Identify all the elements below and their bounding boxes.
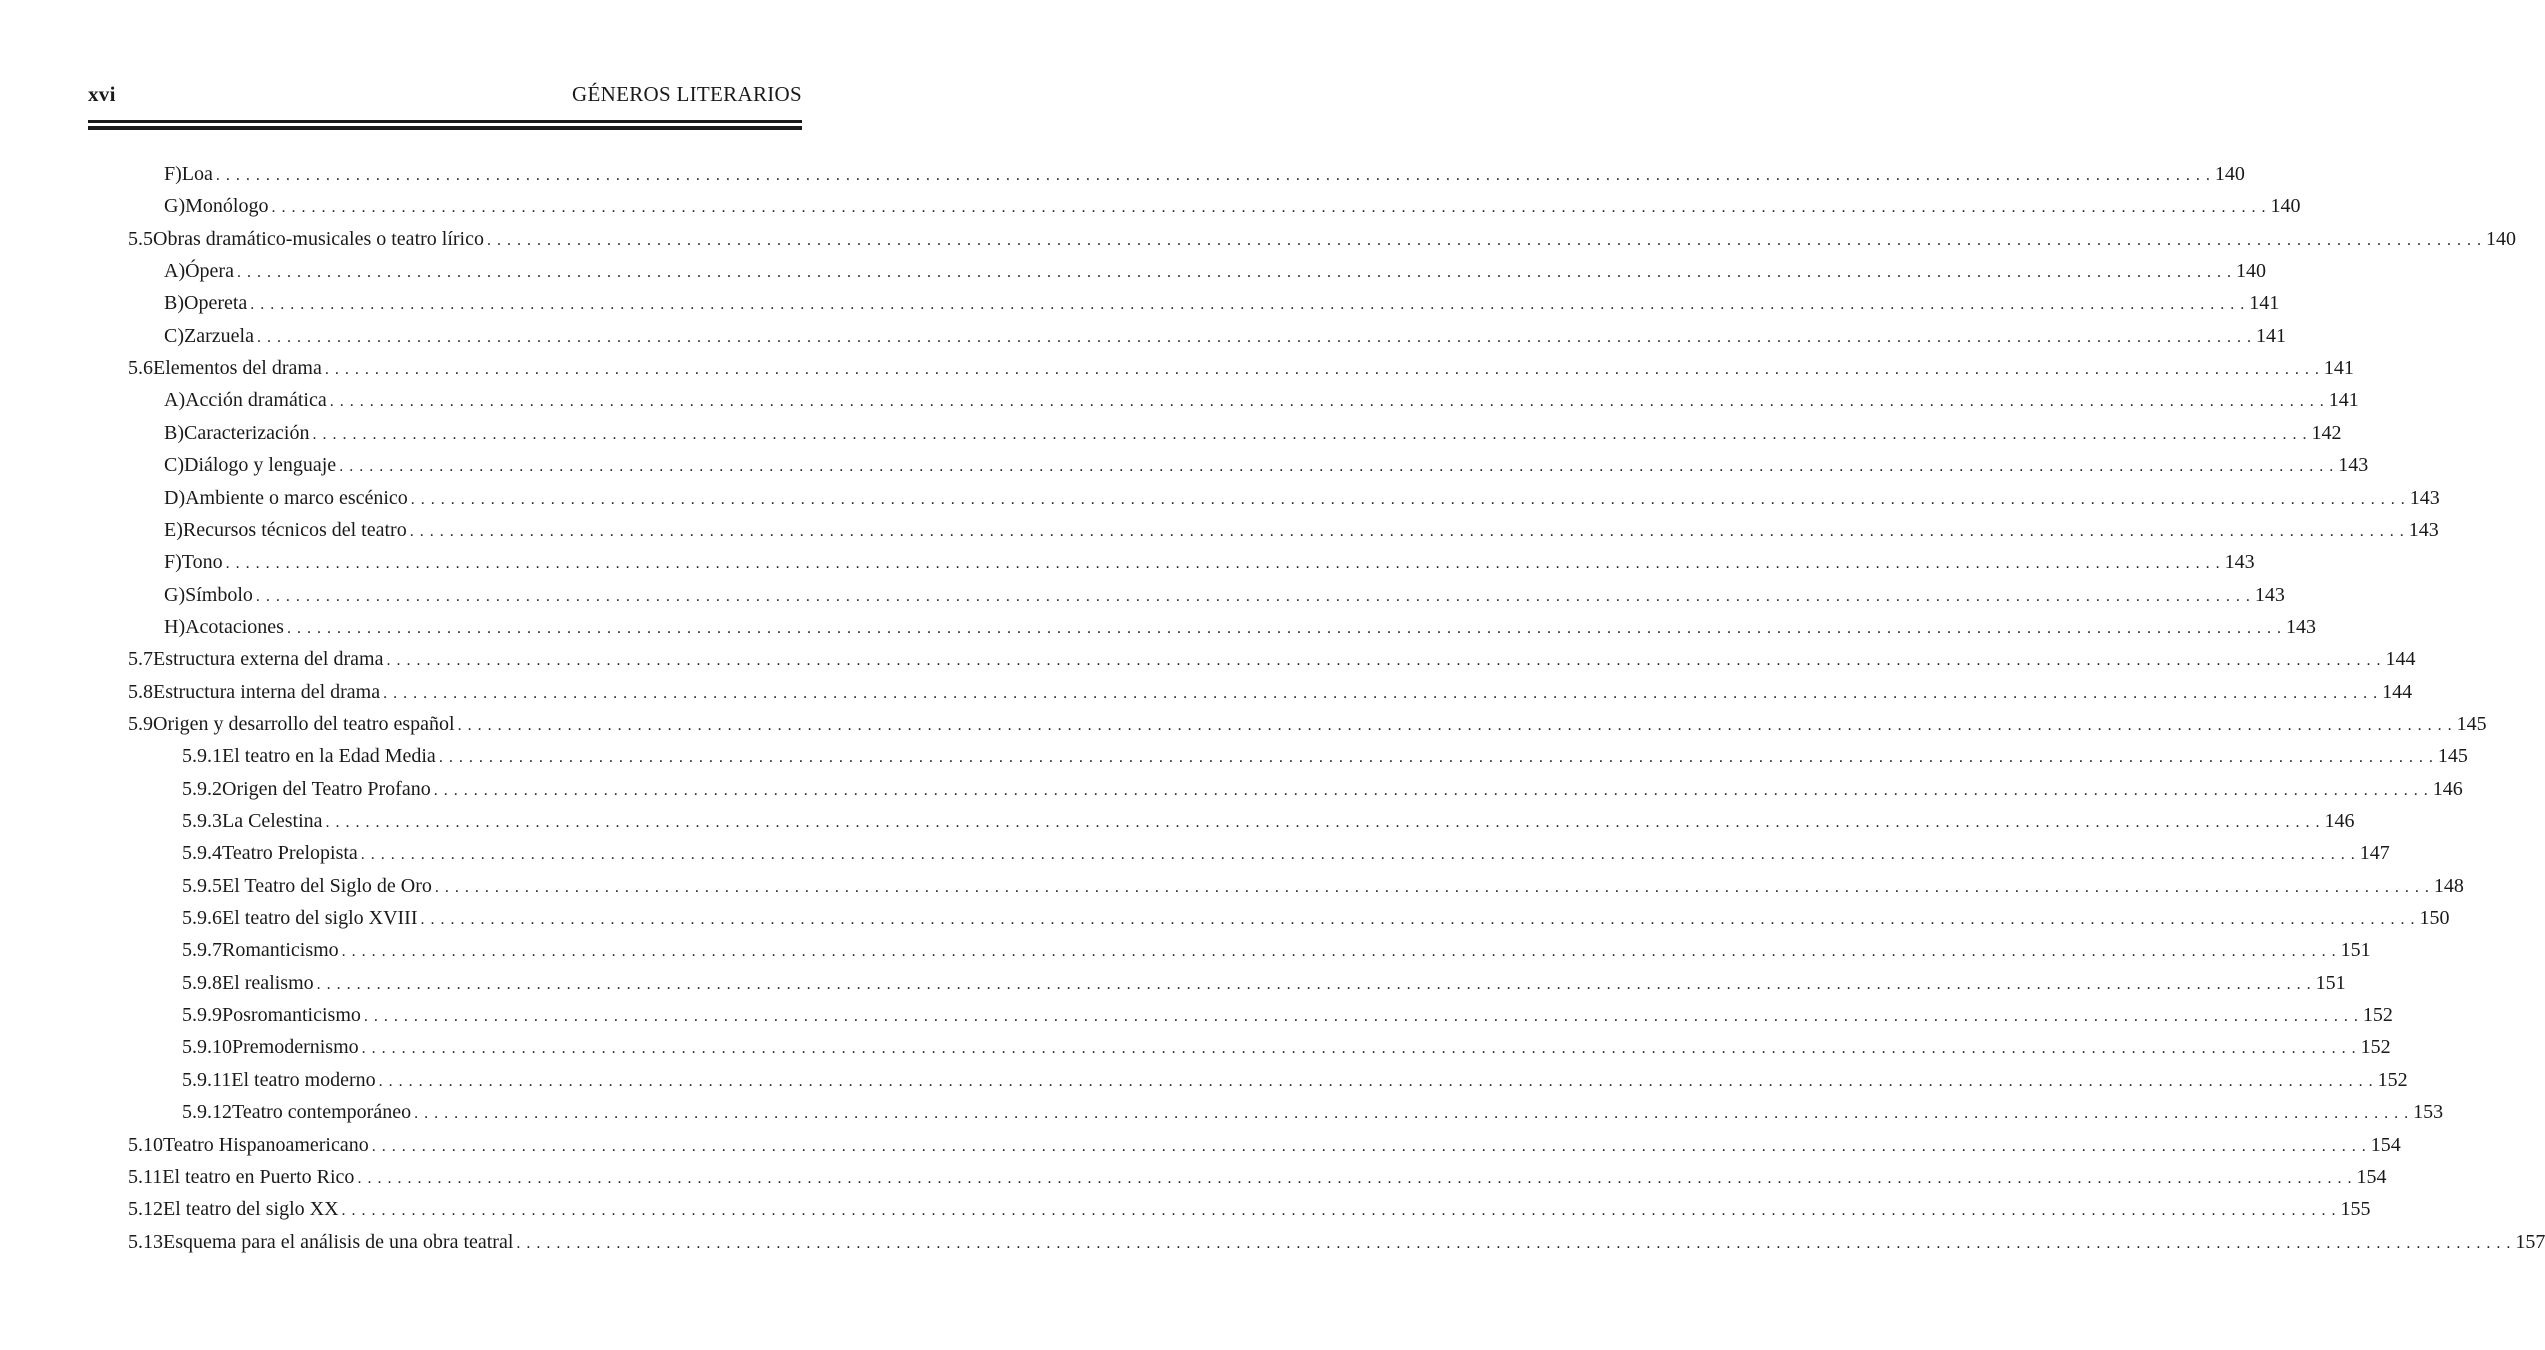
toc-entry-page: 141 bbox=[2328, 389, 2359, 412]
toc-entry bbox=[164, 580, 2285, 610]
toc-entry-number: G) bbox=[164, 583, 186, 606]
dot-leader: . . . . . . . . . . . . . . . . . . . . . . . . . . . . . . . . . . . . . . . . . . . . . . . . . . . . . . . . . . . . . . . . . . . . . . . . . . . . . . . . . . . . . . . . . . . . . . . . . . . . . . . . . . . . . . . . . . . . . . . . . . . . . . . . . . . . . . . . . . . . . . . . . . . . . . . . . . . . . . . . . . . . . . . . . . . . . . . . . . . . . . . . . . . . . . . . . . . . . . . . bbox=[357, 1169, 2353, 1187]
dot-leader: . . . . . . . . . . . . . . . . . . . . . . . . . . . . . . . . . . . . . . . . . . . . . . . . . . . . . . . . . . . . . . . . . . . . . . . . . . . . . . . . . . . . . . . . . . . . . . . . . . . . . . . . . . . . . . . . . . . . . . . . . . . . . . . . . . . . . . . . . . . . . . . . . . . . . . . . . . . . . . . . . . . . . . . . . . . . . . . . . . . . . . . . . . . . . . . . . . . . . . . . bbox=[255, 587, 2251, 605]
toc-entry-title: Posromanticismo bbox=[222, 1004, 361, 1027]
toc-entry-number: B) bbox=[164, 421, 184, 444]
toc-entry-title: Teatro contemporáneo bbox=[232, 1101, 412, 1124]
toc-entry-title: Recursos técnicos del teatro bbox=[182, 518, 407, 541]
toc-entry-number: 5.9.4 bbox=[182, 842, 222, 865]
toc-entry-number: C) bbox=[164, 454, 184, 477]
toc-entry-title: Tono bbox=[181, 551, 223, 574]
toc-entry bbox=[182, 1065, 2408, 1095]
toc-entry-number: 5.9.10 bbox=[182, 1036, 232, 1059]
toc-entry bbox=[182, 806, 2355, 836]
toc-entry bbox=[128, 1162, 2387, 1192]
running-title: GÉNEROS LITERARIOS bbox=[572, 82, 802, 106]
toc-entry-page: 155 bbox=[2340, 1198, 2371, 1221]
dot-leader: . . . . . . . . . . . . . . . . . . . . . . . . . . . . . . . . . . . . . . . . . . . . . . . . . . . . . . . . . . . . . . . . . . . . . . . . . . . . . . . . . . . . . . . . . . . . . . . . . . . . . . . . . . . . . . . . . . . . . . . . . . . . . . . . . . . . . . . . . . . . . . . . . . . . . . . . . . . . . . . . . . . . . . . . . . . . . . . . . . . . . . . . . . . . . . . . . . . . . . . . bbox=[250, 296, 2246, 314]
toc-entry bbox=[164, 483, 2440, 513]
toc-entry-page: 150 bbox=[2419, 907, 2450, 930]
toc-entry-title: Elementos del drama bbox=[153, 357, 322, 380]
toc-entry-page: 141 bbox=[2323, 357, 2354, 380]
dot-leader: . . . . . . . . . . . . . . . . . . . . . . . . . . . . . . . . . . . . . . . . . . . . . . . . . . . . . . . . . . . . . . . . . . . . . . . . . . . . . . . . . . . . . . . . . . . . . . . . . . . . . . . . . . . . . . . . . . . . . . . . . . . . . . . . . . . . . . . . . . . . . . . . . . . . . . . . . . . . . . . . . . . . . . . . . . . . . . . . . . . . . . . . . . . . . . . . . . . . . . . . bbox=[256, 328, 2252, 346]
toc-entry-number: 5.5 bbox=[128, 227, 153, 250]
dot-leader: . . . . . . . . . . . . . . . . . . . . . . . . . . . . . . . . . . . . . . . . . . . . . . . . . . . . . . . . . . . . . . . . . . . . . . . . . . . . . . . . . . . . . . . . . . . . . . . . . . . . . . . . . . . . . . . . . . . . . . . . . . . . . . . . . . . . . . . . . . . . . . . . . . . . . . . . . . . . . . . . . . . . . . . . . . . . . . . . . . . . . . . . . . . . . . . . . . . . . . . . bbox=[438, 749, 2434, 767]
toc-entry-page: 147 bbox=[2359, 842, 2390, 865]
running-header bbox=[88, 82, 802, 114]
toc-entry-number: A) bbox=[164, 389, 186, 412]
dot-leader: . . . . . . . . . . . . . . . . . . . . . . . . . . . . . . . . . . . . . . . . . . . . . . . . . . . . . . . . . . . . . . . . . . . . . . . . . . . . . . . . . . . . . . . . . . . . . . . . . . . . . . . . . . . . . . . . . . . . . . . . . . . . . . . . . . . . . . . . . . . . . . . . . . . . . . . . . . . . . . . . . . . . . . . . . . . . . . . . . . . . . . . . . . . . . . . . . . . . . . . . bbox=[386, 652, 2382, 670]
toc-entry bbox=[164, 418, 2342, 448]
toc-entry-number: C) bbox=[164, 324, 184, 347]
toc-entry-page: 141 bbox=[2255, 324, 2286, 347]
toc-entry-page: 148 bbox=[2433, 874, 2464, 897]
dot-leader: . . . . . . . . . . . . . . . . . . . . . . . . . . . . . . . . . . . . . . . . . . . . . . . . . . . . . . . . . . . . . . . . . . . . . . . . . . . . . . . . . . . . . . . . . . . . . . . . . . . . . . . . . . . . . . . . . . . . . . . . . . . . . . . . . . . . . . . . . . . . . . . . . . . . . . . . . . . . . . . . . . . . . . . . . . . . . . . . . . . . . . . . . . . . . . . . . . . . . . . . bbox=[325, 814, 2321, 831]
toc-entry-number: 5.9.7 bbox=[182, 939, 222, 962]
toc-entry-number: 5.9 bbox=[128, 712, 153, 735]
toc-entry bbox=[182, 741, 2468, 771]
toc-entry bbox=[128, 353, 2354, 383]
page-number: xvi bbox=[88, 82, 116, 106]
toc-entry-page: 140 bbox=[2486, 227, 2516, 250]
toc-entry-title: Diálogo y lenguaje bbox=[184, 454, 337, 477]
toc-entry-number: F) bbox=[164, 163, 182, 185]
toc-entry-title: Teatro Prelopista bbox=[222, 842, 358, 865]
dot-leader: . . . . . . . . . . . . . . . . . . . . . . . . . . . . . . . . . . . . . . . . . . . . . . . . . . . . . . . . . . . . . . . . . . . . . . . . . . . . . . . . . . . . . . . . . . . . . . . . . . . . . . . . . . . . . . . . . . . . . . . . . . . . . . . . . . . . . . . . . . . . . . . . . . . . . . . . . . . . . . . . . . . . . . . . . . . . . . . . . . . . . . . . . . . . . . . . . . . . . . . . bbox=[341, 943, 2337, 961]
toc-entry-title: El teatro del siglo XX bbox=[163, 1198, 339, 1221]
toc-entry-title: El teatro en la Edad Media bbox=[222, 745, 436, 768]
toc-entry-page: 152 bbox=[2360, 1036, 2391, 1059]
toc-entry bbox=[182, 1032, 2391, 1062]
dot-leader: . . . . . . . . . . . . . . . . . . . . . . . . . . . . . . . . . . . . . . . . . . . . . . . . . . . . . . . . . . . . . . . . . . . . . . . . . . . . . . . . . . . . . . . . . . . . . . . . . . . . . . . . . . . . . . . . . . . . . . . . . . . . . . . . . . . . . . . . . . . . . . . . . . . . . . . . . . . . . . . . . . . . . . . . . . . . . . . . . . . . . . . . . . . . . . . . . . . . . . . . bbox=[434, 878, 2430, 896]
toc-entry bbox=[164, 321, 2286, 351]
toc-entry bbox=[128, 1194, 2371, 1224]
toc-entry-number: E) bbox=[164, 518, 183, 541]
toc-entry-title: Loa bbox=[181, 163, 213, 185]
toc-entry-number: F) bbox=[164, 551, 182, 574]
toc-entry bbox=[164, 288, 2280, 318]
toc-entry-page: 146 bbox=[2324, 810, 2355, 832]
dot-leader: . . . . . . . . . . . . . . . . . . . . . . . . . . . . . . . . . . . . . . . . . . . . . . . . . . . . . . . . . . . . . . . . . . . . . . . . . . . . . . . . . . . . . . . . . . . . . . . . . . . . . . . . . . . . . . . . . . . . . . . . . . . . . . . . . . . . . . . . . . . . . . . . . . . . . . . . . . . . . . . . . . . . . . . . . . . . . . . . . . . . . . . . . . . . . . . . . . . . . . . . bbox=[414, 1105, 2410, 1123]
dot-leader: . . . . . . . . . . . . . . . . . . . . . . . . . . . . . . . . . . . . . . . . . . . . . . . . . . . . . . . . . . . . . . . . . . . . . . . . . . . . . . . . . . . . . . . . . . . . . . . . . . . . . . . . . . . . . . . . . . . . . . . . . . . . . . . . . . . . . . . . . . . . . . . . . . . . . . . . . . . . . . . . . . . . . . . . . . . . . . . . . . . . . . . . . . . . . . . . . . . . . . . . bbox=[324, 361, 2320, 379]
toc-entry bbox=[182, 871, 2464, 901]
dot-leader: . . . . . . . . . . . . . . . . . . . . . . . . . . . . . . . . . . . . . . . . . . . . . . . . . . . . . . . . . . . . . . . . . . . . . . . . . . . . . . . . . . . . . . . . . . . . . . . . . . . . . . . . . . . . . . . . . . . . . . . . . . . . . . . . . . . . . . . . . . . . . . . . . . . . . . . . . . . . . . . . . . . . . . . . . . . . . . . . . . . . . . . . . . . . . . . . . . . . . . . . bbox=[215, 167, 2211, 184]
dot-leader: . . . . . . . . . . . . . . . . . . . . . . . . . . . . . . . . . . . . . . . . . . . . . . . . . . . . . . . . . . . . . . . . . . . . . . . . . . . . . . . . . . . . . . . . . . . . . . . . . . . . . . . . . . . . . . . . . . . . . . . . . . . . . . . . . . . . . . . . . . . . . . . . . . . . . . . . . . . . . . . . . . . . . . . . . . . . . . . . . . . . . . . . . . . . . . . . . . . . . . . . bbox=[225, 555, 2221, 573]
toc-entry-number: 5.13 bbox=[128, 1230, 163, 1253]
toc-entry-title: La Celestina bbox=[222, 810, 323, 832]
toc-entry bbox=[182, 1000, 2393, 1030]
toc-entry bbox=[182, 935, 2371, 965]
dot-leader: . . . . . . . . . . . . . . . . . . . . . . . . . . . . . . . . . . . . . . . . . . . . . . . . . . . . . . . . . . . . . . . . . . . . . . . . . . . . . . . . . . . . . . . . . . . . . . . . . . . . . . . . . . . . . . . . . . . . . . . . . . . . . . . . . . . . . . . . . . . . . . . . . . . . . . . . . . . . . . . . . . . . . . . . . . . . . . . . . . . . . . . . . . . . . . . . . . . . . . . . bbox=[312, 425, 2308, 443]
toc-entry-number: 5.9.3 bbox=[182, 810, 222, 832]
toc-entry-number: 5.7 bbox=[128, 648, 153, 671]
toc-entry-title: Estructura interna del drama bbox=[153, 680, 381, 703]
dot-leader: . . . . . . . . . . . . . . . . . . . . . . . . . . . . . . . . . . . . . . . . . . . . . . . . . . . . . . . . . . . . . . . . . . . . . . . . . . . . . . . . . . . . . . . . . . . . . . . . . . . . . . . . . . . . . . . . . . . . . . . . . . . . . . . . . . . . . . . . . . . . . . . . . . . . . . . . . . . . . . . . . . . . . . . . . . . . . . . . . . . . . . . . . . . . . . . . . . . . . . . . bbox=[371, 1137, 2367, 1155]
dot-leader: . . . . . . . . . . . . . . . . . . . . . . . . . . . . . . . . . . . . . . . . . . . . . . . . . . . . . . . . . . . . . . . . . . . . . . . . . . . . . . . . . . . . . . . . . . . . . . . . . . . . . . . . . . . . . . . . . . . . . . . . . . . . . . . . . . . . . . . . . . . . . . . . . . . . . . . . . . . . . . . . . . . . . . . . . . . . . . . . . . . . . . . . . . . . . . . . . . . . . . . . bbox=[433, 781, 2429, 799]
dot-leader: . . . . . . . . . . . . . . . . . . . . . . . . . . . . . . . . . . . . . . . . . . . . . . . . . . . . . . . . . . . . . . . . . . . . . . . . . . . . . . . . . . . . . . . . . . . . . . . . . . . . . . . . . . . . . . . . . . . . . . . . . . . . . . . . . . . . . . . . . . . . . . . . . . . . . . . . . . . . . . . . . . . . . . . . . . . . . . . . . . . . . . . . . . . . . . . . . . . . . . . . bbox=[409, 522, 2405, 540]
dot-leader: . . . . . . . . . . . . . . . . . . . . . . . . . . . . . . . . . . . . . . . . . . . . . . . . . . . . . . . . . . . . . . . . . . . . . . . . . . . . . . . . . . . . . . . . . . . . . . . . . . . . . . . . . . . . . . . . . . . . . . . . . . . . . . . . . . . . . . . . . . . . . . . . . . . . . . . . . . . . . . . . . . . . . . . . . . . . . . . . . . . . . . . . . . . . . . . . . . . . . . . . bbox=[361, 1040, 2357, 1058]
toc-entry bbox=[182, 838, 2390, 868]
toc-entry bbox=[164, 612, 2316, 642]
toc-entry-number: 5.6 bbox=[128, 357, 153, 380]
toc-entry bbox=[182, 1097, 2444, 1127]
dot-leader: . . . . . . . . . . . . . . . . . . . . . . . . . . . . . . . . . . . . . . . . . . . . . . . . . . . . . . . . . . . . . . . . . . . . . . . . . . . . . . . . . . . . . . . . . . . . . . . . . . . . . . . . . . . . . . . . . . . . . . . . . . . . . . . . . . . . . . . . . . . . . . . . . . . . . . . . . . . . . . . . . . . . . . . . . . . . . . . . . . . . . . . . . . . . . . . . . . . . . . . . bbox=[487, 231, 2482, 249]
toc-entry bbox=[128, 644, 2416, 674]
toc-entry-page: 151 bbox=[2315, 971, 2346, 994]
toc-entry-number: 5.8 bbox=[128, 680, 153, 703]
toc-entry-title: Caracterización bbox=[184, 421, 310, 444]
toc-entry bbox=[182, 774, 2463, 804]
toc-entry bbox=[128, 677, 2413, 707]
header-rule-thick bbox=[88, 126, 802, 130]
dot-leader: . . . . . . . . . . . . . . . . . . . . . . . . . . . . . . . . . . . . . . . . . . . . . . . . . . . . . . . . . . . . . . . . . . . . . . . . . . . . . . . . . . . . . . . . . . . . . . . . . . . . . . . . . . . . . . . . . . . . . . . . . . . . . . . . . . . . . . . . . . . . . . . . . . . . . . . . . . . . . . . . . . . . . . . . . . . . . . . . . . . . . . . . . . . . . . . . . . . . . . . . bbox=[457, 716, 2453, 734]
toc-entry-number: 5.9.8 bbox=[182, 971, 222, 994]
toc-entry-number: 5.12 bbox=[128, 1198, 163, 1221]
toc-entry-title: El realismo bbox=[222, 971, 314, 994]
toc-entry bbox=[164, 191, 2301, 221]
toc-entry bbox=[164, 547, 2255, 577]
toc-entry-page: 140 bbox=[2214, 163, 2245, 185]
dot-leader: . . . . . . . . . . . . . . . . . . . . . . . . . . . . . . . . . . . . . . . . . . . . . . . . . . . . . . . . . . . . . . . . . . . . . . . . . . . . . . . . . . . . . . . . . . . . . . . . . . . . . . . . . . . . . . . . . . . . . . . . . . . . . . . . . . . . . . . . . . . . . . . . . . . . . . . . . . . . . . . . . . . . . . . . . . . . . . . . . . . . . . . . . . . . . . . . . . . . . . . . bbox=[378, 1072, 2374, 1090]
toc-entry-title: Teatro Hispanoamericano bbox=[163, 1133, 369, 1156]
toc-entry-title: El teatro moderno bbox=[231, 1068, 376, 1091]
toc-entry-title: Obras dramático-musicales o teatro lírico bbox=[153, 227, 484, 250]
toc-entry bbox=[182, 903, 2450, 933]
dot-leader: . . . . . . . . . . . . . . . . . . . . . . . . . . . . . . . . . . . . . . . . . . . . . . . . . . . . . . . . . . . . . . . . . . . . . . . . . . . . . . . . . . . . . . . . . . . . . . . . . . . . . . . . . . . . . . . . . . . . . . . . . . . . . . . . . . . . . . . . . . . . . . . . . . . . . . . . . . . . . . . . . . . . . . . . . . . . . . . . . . . . . . . . . . . . . . . . . . . . . . . . bbox=[363, 1008, 2359, 1026]
toc-entry-number: G) bbox=[164, 195, 186, 218]
toc-entry-title: Monólogo bbox=[185, 195, 269, 218]
toc-entry bbox=[182, 968, 2346, 998]
toc-entry bbox=[128, 224, 2516, 254]
toc-entry-page: 144 bbox=[2385, 648, 2416, 671]
toc-entry-page: 152 bbox=[2377, 1068, 2408, 1091]
dot-leader: . . . . . . . . . . . . . . . . . . . . . . . . . . . . . . . . . . . . . . . . . . . . . . . . . . . . . . . . . . . . . . . . . . . . . . . . . . . . . . . . . . . . . . . . . . . . . . . . . . . . . . . . . . . . . . . . . . . . . . . . . . . . . . . . . . . . . . . . . . . . . . . . . . . . . . . . . . . . . . . . . . . . . . . . . . . . . . . . . . . . . . . . . . . . . . . . . . . . . . . . bbox=[271, 199, 2267, 217]
toc-entry bbox=[164, 450, 2369, 480]
dot-leader: . . . . . . . . . . . . . . . . . . . . . . . . . . . . . . . . . . . . . . . . . . . . . . . . . . . . . . . . . . . . . . . . . . . . . . . . . . . . . . . . . . . . . . . . . . . . . . . . . . . . . . . . . . . . . . . . . . . . . . . . . . . . . . . . . . . . . . . . . . . . . . . . . . . . . . . . . . . . . . . . . . . . . . . . . . . . . . . . . . . . . . . . . . . . . . . . . . . . . . . . bbox=[236, 264, 2232, 282]
toc-entry-number: 5.9.1 bbox=[182, 745, 222, 768]
toc-entry-number: 5.9.6 bbox=[182, 907, 222, 930]
toc-entry-page: 140 bbox=[2235, 260, 2266, 283]
toc-entry-title: Premodernismo bbox=[232, 1036, 359, 1059]
toc-entry-number: D) bbox=[164, 486, 186, 509]
toc-entry bbox=[164, 385, 2359, 415]
toc-entry-number: 5.9.12 bbox=[182, 1101, 232, 1124]
toc-entry-title: Ópera bbox=[185, 260, 234, 283]
toc-entry-title: Origen y desarrollo del teatro español bbox=[153, 712, 455, 735]
toc-entry-page: 154 bbox=[2356, 1165, 2387, 1188]
toc-entry-page: 152 bbox=[2362, 1004, 2393, 1027]
toc-entry-page: 154 bbox=[2370, 1133, 2401, 1156]
toc-entry-number: 5.9.5 bbox=[182, 874, 222, 897]
dot-leader: . . . . . . . . . . . . . . . . . . . . . . . . . . . . . . . . . . . . . . . . . . . . . . . . . . . . . . . . . . . . . . . . . . . . . . . . . . . . . . . . . . . . . . . . . . . . . . . . . . . . . . . . . . . . . . . . . . . . . . . . . . . . . . . . . . . . . . . . . . . . . . . . . . . . . . . . . . . . . . . . . . . . . . . . . . . . . . . . . . . . . . . . . . . . . . . . . . . . . . . . bbox=[286, 619, 2282, 637]
toc-entry-page: 143 bbox=[2254, 583, 2285, 606]
toc-entry-page: 141 bbox=[2249, 292, 2280, 315]
toc-entry-title: Acotaciones bbox=[185, 615, 284, 638]
toc-entry-page: 144 bbox=[2382, 680, 2413, 703]
dot-leader: . . . . . . . . . . . . . . . . . . . . . . . . . . . . . . . . . . . . . . . . . . . . . . . . . . . . . . . . . . . . . . . . . . . . . . . . . . . . . . . . . . . . . . . . . . . . . . . . . . . . . . . . . . . . . . . . . . . . . . . . . . . . . . . . . . . . . . . . . . . . . . . . . . . . . . . . . . . . . . . . . . . . . . . . . . . . . . . . . . . . . . . . . . . . . . . . . . . . . . . . bbox=[341, 1202, 2337, 1220]
toc-entry-title: Acción dramática bbox=[185, 389, 327, 412]
toc-entry-page: 143 bbox=[2224, 551, 2255, 574]
toc-entry-title: Opereta bbox=[184, 292, 248, 315]
toc-entry-title: Símbolo bbox=[185, 583, 253, 606]
dot-leader: . . . . . . . . . . . . . . . . . . . . . . . . . . . . . . . . . . . . . . . . . . . . . . . . . . . . . . . . . . . . . . . . . . . . . . . . . . . . . . . . . . . . . . . . . . . . . . . . . . . . . . . . . . . . . . . . . . . . . . . . . . . . . . . . . . . . . . . . . . . . . . . . . . . . . . . . . . . . . . . . . . . . . . . . . . . . . . . . . . . . . . . . . . . . . . . . . . . . . . . . bbox=[420, 911, 2416, 929]
toc-entry-page: 143 bbox=[2285, 615, 2316, 638]
toc-entry-page: 142 bbox=[2311, 421, 2342, 444]
dot-leader: . . . . . . . . . . . . . . . . . . . . . . . . . . . . . . . . . . . . . . . . . . . . . . . . . . . . . . . . . . . . . . . . . . . . . . . . . . . . . . . . . . . . . . . . . . . . . . . . . . . . . . . . . . . . . . . . . . . . . . . . . . . . . . . . . . . . . . . . . . . . . . . . . . . . . . . . . . . . . . . . . . . . . . . . . . . . . . . . . . . . . . . . . . . . . . . . . . . . . . . . bbox=[360, 846, 2356, 864]
toc-entry bbox=[164, 515, 2439, 545]
toc-entry-number: 5.11 bbox=[128, 1165, 163, 1188]
toc-entry-number: 5.9.2 bbox=[182, 777, 222, 800]
toc-entry-title: El Teatro del Siglo de Oro bbox=[222, 874, 432, 897]
toc-entry-title: Romanticismo bbox=[222, 939, 339, 962]
toc-entry bbox=[164, 159, 2245, 189]
toc-entry-title: El teatro del siglo XVIII bbox=[222, 907, 418, 930]
toc-entry-number: 5.10 bbox=[128, 1133, 163, 1156]
toc-entry-title: Zarzuela bbox=[184, 324, 254, 347]
dot-leader: . . . . . . . . . . . . . . . . . . . . . . . . . . . . . . . . . . . . . . . . . . . . . . . . . . . . . . . . . . . . . . . . . . . . . . . . . . . . . . . . . . . . . . . . . . . . . . . . . . . . . . . . . . . . . . . . . . . . . . . . . . . . . . . . . . . . . . . . . . . . . . . . . . . . . . . . . . . . . . . . . . . . . . . . . . . . . . . . . . . . . . . . . . . . . . . . . . . . . . . . bbox=[339, 458, 2335, 476]
toc-entry-title: Ambiente o marco escénico bbox=[185, 486, 408, 509]
header-rule-thin bbox=[88, 120, 802, 123]
toc-entry-page: 153 bbox=[2413, 1101, 2444, 1124]
toc-entry-page: 151 bbox=[2340, 939, 2371, 962]
toc-entry-page: 143 bbox=[2409, 486, 2440, 509]
toc-entry-page: 140 bbox=[2270, 195, 2301, 218]
dot-leader: . . . . . . . . . . . . . . . . . . . . . . . . . . . . . . . . . . . . . . . . . . . . . . . . . . . . . . . . . . . . . . . . . . . . . . . . . . . . . . . . . . . . . . . . . . . . . . . . . . . . . . . . . . . . . . . . . . . . . . . . . . . . . . . . . . . . . . . . . . . . . . . . . . . . . . . . . . . . . . . . . . . . . . . . . . . . . . . . . . . . . . . . . . . . . . . . . . . . . . . . bbox=[329, 393, 2325, 411]
toc-entry-number: 5.9.11 bbox=[182, 1068, 232, 1091]
toc-entry-title: Estructura externa del drama bbox=[153, 648, 384, 671]
toc-entry-number: B) bbox=[164, 292, 184, 315]
dot-leader: . . . . . . . . . . . . . . . . . . . . . . . . . . . . . . . . . . . . . . . . . . . . . . . . . . . . . . . . . . . . . . . . . . . . . . . . . . . . . . . . . . . . . . . . . . . . . . . . . . . . . . . . . . . . . . . . . . . . . . . . . . . . . . . . . . . . . . . . . . . . . . . . . . . . . . . . . . . . . . . . . . . . . . . . . . . . . . . . . . . . . . . . . . . . . . . . . . . . . . . . bbox=[516, 1234, 2512, 1252]
toc-entry-title: El teatro en Puerto Rico bbox=[162, 1165, 355, 1188]
toc-entry bbox=[164, 256, 2266, 286]
toc-entry-page: 157 bbox=[2515, 1230, 2545, 1253]
toc-entry-number: H) bbox=[164, 615, 186, 638]
toc-entry-title: Origen del Teatro Profano bbox=[222, 777, 431, 800]
toc-entry-page: 145 bbox=[2456, 712, 2487, 735]
toc-entry bbox=[128, 1130, 2401, 1160]
toc-entry-page: 146 bbox=[2432, 777, 2463, 800]
dot-leader: . . . . . . . . . . . . . . . . . . . . . . . . . . . . . . . . . . . . . . . . . . . . . . . . . . . . . . . . . . . . . . . . . . . . . . . . . . . . . . . . . . . . . . . . . . . . . . . . . . . . . . . . . . . . . . . . . . . . . . . . . . . . . . . . . . . . . . . . . . . . . . . . . . . . . . . . . . . . . . . . . . . . . . . . . . . . . . . . . . . . . . . . . . . . . . . . . . . . . . . . bbox=[410, 490, 2406, 508]
dot-leader: . . . . . . . . . . . . . . . . . . . . . . . . . . . . . . . . . . . . . . . . . . . . . . . . . . . . . . . . . . . . . . . . . . . . . . . . . . . . . . . . . . . . . . . . . . . . . . . . . . . . . . . . . . . . . . . . . . . . . . . . . . . . . . . . . . . . . . . . . . . . . . . . . . . . . . . . . . . . . . . . . . . . . . . . . . . . . . . . . . . . . . . . . . . . . . . . . . . . . . . . bbox=[316, 975, 2312, 993]
toc-entry bbox=[128, 1227, 2545, 1257]
toc-entry-page: 143 bbox=[2408, 518, 2439, 541]
toc-entry-page: 145 bbox=[2437, 745, 2468, 768]
toc-entry-title: Esquema para el análisis de una obra teatral bbox=[163, 1230, 514, 1253]
toc-entry bbox=[128, 709, 2487, 739]
toc-entry-page: 143 bbox=[2338, 454, 2369, 477]
dot-leader: . . . . . . . . . . . . . . . . . . . . . . . . . . . . . . . . . . . . . . . . . . . . . . . . . . . . . . . . . . . . . . . . . . . . . . . . . . . . . . . . . . . . . . . . . . . . . . . . . . . . . . . . . . . . . . . . . . . . . . . . . . . . . . . . . . . . . . . . . . . . . . . . . . . . . . . . . . . . . . . . . . . . . . . . . . . . . . . . . . . . . . . . . . . . . . . . . . . . . . . . bbox=[383, 684, 2379, 702]
toc-entry-number: 5.9.9 bbox=[182, 1004, 222, 1027]
toc-entry-number: A) bbox=[164, 260, 186, 283]
